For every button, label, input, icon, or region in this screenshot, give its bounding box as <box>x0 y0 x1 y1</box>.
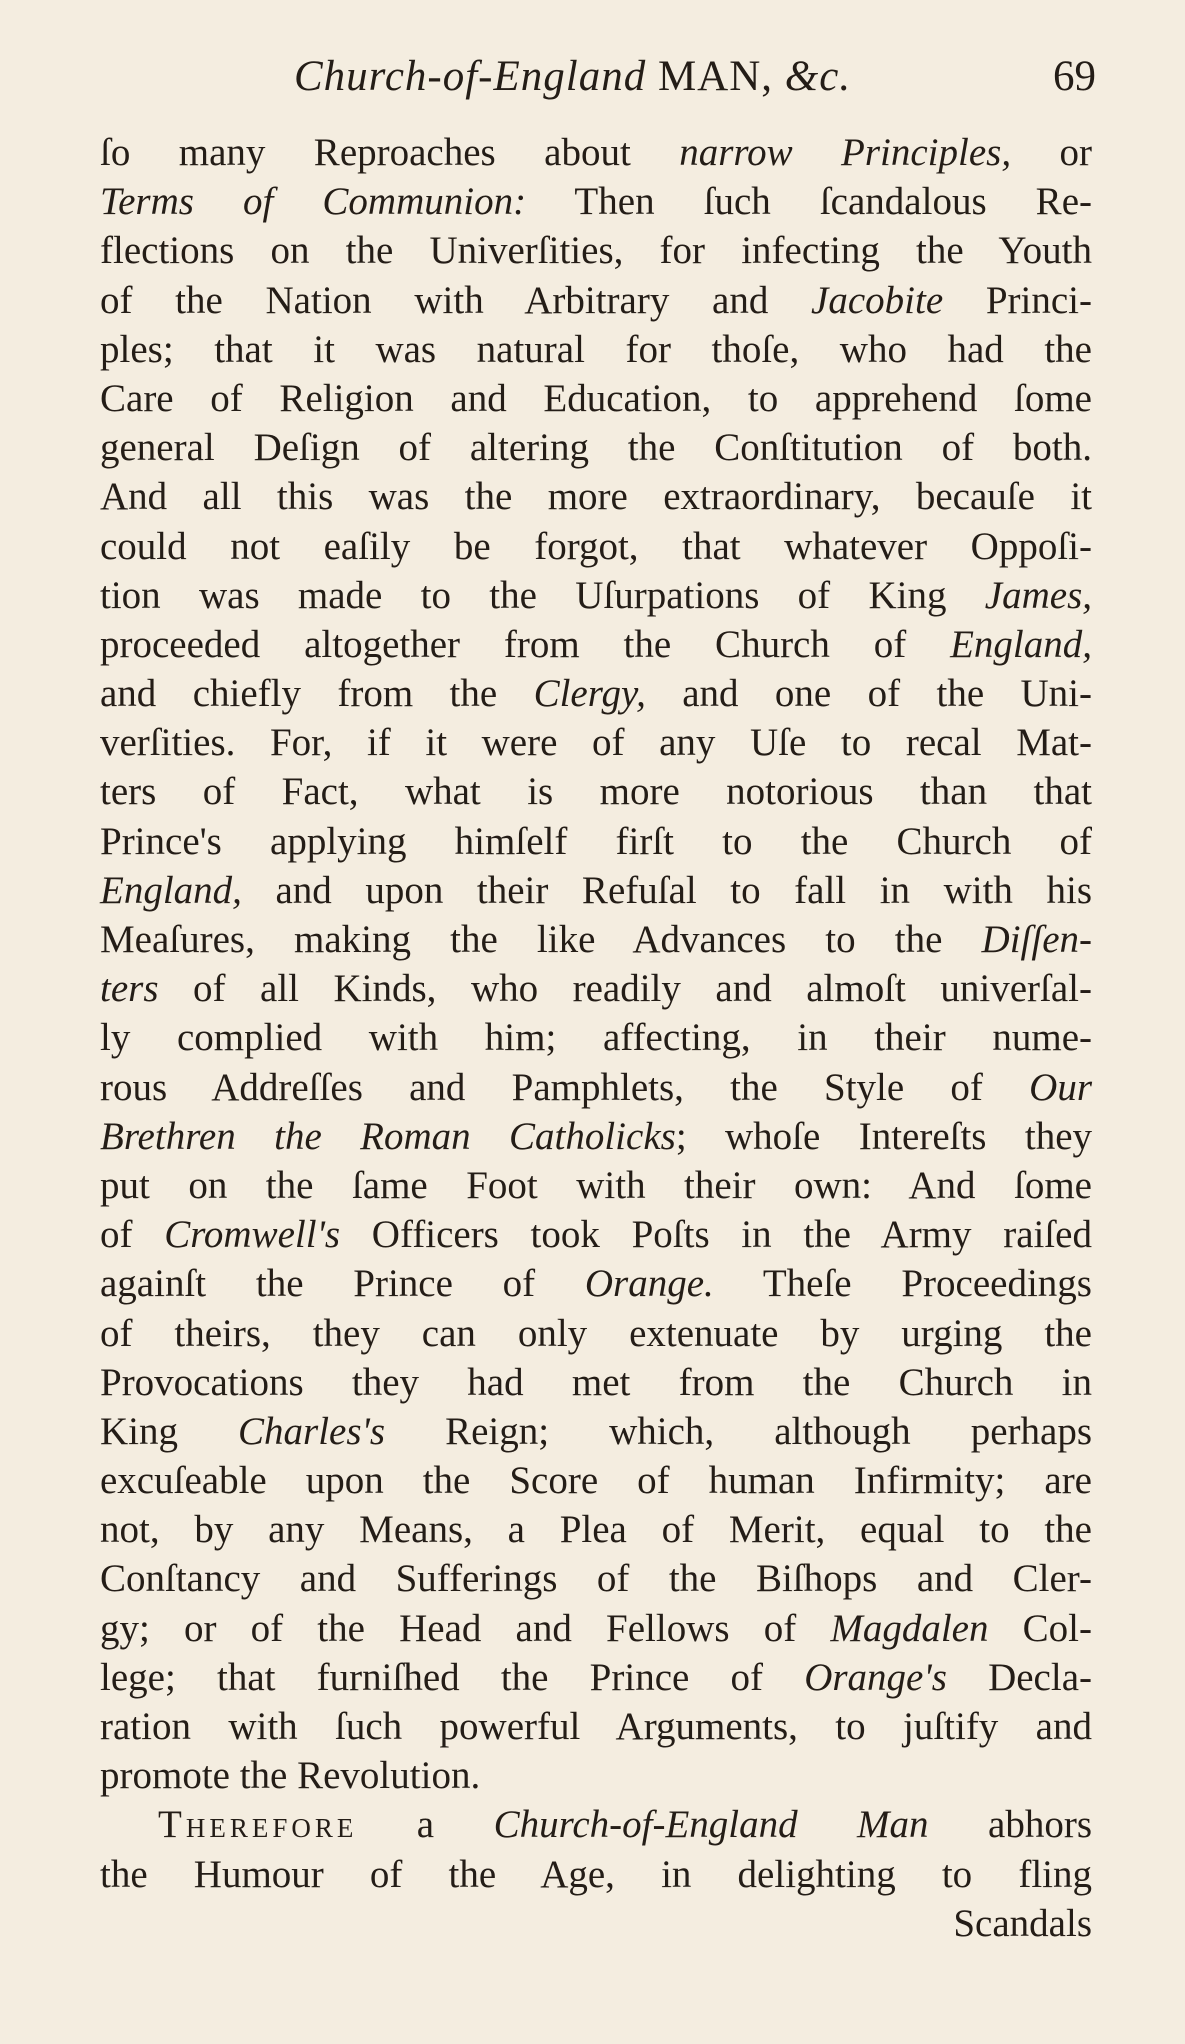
text-run: lege; that furniſhed the Prince of <box>100 1655 805 1699</box>
running-title-man: MAN, <box>646 53 785 100</box>
text-run: tion was made to the Uſurpations of King <box>100 573 985 617</box>
text-run: Theſe Proceedings <box>713 1262 1092 1306</box>
italic-run: England, <box>100 868 242 912</box>
text-line <box>100 522 1092 571</box>
running-title <box>294 52 851 101</box>
italic-run: England, <box>950 622 1092 666</box>
text-run: general Deſign of altering the Conſtitution of both. <box>100 426 1092 470</box>
text-line <box>100 1013 1092 1062</box>
text-run: King <box>100 1409 239 1453</box>
text-run: Reign; which, although perhaps <box>385 1409 1092 1453</box>
text-run: Care of Religion and Education, to apprehend ſome <box>100 376 1092 420</box>
text-line <box>100 1505 1092 1554</box>
text-line <box>100 1407 1092 1456</box>
text-run: Scandals <box>953 1901 1092 1945</box>
text-line <box>100 866 1092 915</box>
text-run: Provocations they had met from the Church in <box>100 1360 1092 1404</box>
text-line <box>100 1899 1092 1948</box>
text-line <box>100 374 1092 423</box>
text-line <box>100 964 1092 1013</box>
text-line <box>100 1063 1092 1112</box>
text-line <box>100 1800 1092 1849</box>
text-line <box>100 276 1092 325</box>
text-line <box>100 767 1092 816</box>
italic-run: Jacobite <box>811 278 944 322</box>
italic-run: Diſſen- <box>981 918 1092 961</box>
italic-run: Orange's <box>804 1655 947 1699</box>
text-run: and upon their Refuſal to fall in with his <box>241 868 1092 912</box>
text-line <box>100 1554 1092 1603</box>
text-run: ſo many Reproaches about <box>100 131 680 174</box>
text-run: excuſeable upon the Score of human Infirmity; are <box>100 1459 1092 1503</box>
text-line <box>100 1850 1092 1899</box>
text-run: Decla- <box>946 1655 1092 1699</box>
text-run: could not eaſily be forgot, that whatever Oppoſi- <box>100 524 1092 568</box>
text-line <box>100 1112 1092 1161</box>
text-run: flections on the Univerſities, for infecting the Youth <box>100 229 1092 273</box>
text-line <box>100 423 1092 472</box>
text-run: Prince's applying himſelf firſt to the Church of <box>100 819 1092 863</box>
page-number: 69 <box>1053 53 1096 100</box>
text-line <box>100 571 1092 620</box>
text-line <box>100 1259 1092 1308</box>
italic-run: Magdalen <box>830 1606 989 1650</box>
text-run: the Humour of the Age, in delighting to fling <box>100 1852 1092 1896</box>
text-line <box>100 472 1092 521</box>
text-line <box>100 1161 1092 1210</box>
text-run: not, by any Means, a Plea of Merit, equal to the <box>100 1508 1092 1552</box>
italic-run: Our <box>1029 1065 1092 1109</box>
text-run: Officers took Poſts in the Army raiſed <box>340 1213 1092 1257</box>
text-run: ters of Fact, what is more notorious than that <box>100 770 1092 814</box>
text-run: Col- <box>988 1606 1092 1650</box>
italic-run: Cromwell's <box>164 1213 341 1257</box>
text-run: of all Kinds, who readily and almoſt univerſal- <box>158 967 1092 1011</box>
text-line <box>100 718 1092 767</box>
text-run: put on the ſame Foot with their own: And ſome <box>100 1163 1092 1207</box>
italic-run: Charles's <box>238 1409 386 1453</box>
italic-run: ters <box>100 967 159 1011</box>
text-run: ples; that it was natural for thoſe, who had the <box>100 327 1092 371</box>
text-run: Therefore <box>158 1803 358 1847</box>
text-line <box>100 669 1092 718</box>
text-run: verſities. For, if it were of any Uſe to recal Mat- <box>100 721 1092 765</box>
text-run: of the Nation with Arbitrary and <box>100 278 812 322</box>
text-run: abhors <box>928 1803 1092 1847</box>
text-run: promote the Revolution. <box>100 1754 481 1798</box>
text-line <box>100 817 1092 866</box>
italic-run: narrow Principles, <box>679 131 1012 174</box>
text-line <box>100 177 1092 226</box>
text-run: againſt the Prince of <box>100 1262 585 1306</box>
text-line <box>100 1358 1092 1407</box>
text-line <box>100 1653 1092 1702</box>
text-run: Then ſuch ſcandalous Re- <box>526 180 1092 224</box>
text-run: and chiefly from the <box>100 672 534 716</box>
running-head <box>96 52 1096 122</box>
text-line <box>100 1456 1092 1505</box>
text-run: a <box>357 1803 494 1847</box>
text-line <box>100 915 1092 964</box>
text-run: or <box>1011 131 1092 174</box>
text-line <box>100 1210 1092 1259</box>
italic-run: Clergy, <box>533 672 646 716</box>
text-run: ration with ſuch powerful Arguments, to juſtify and <box>100 1705 1092 1748</box>
italic-run: Orange. <box>584 1262 714 1306</box>
italic-run: James, <box>984 573 1092 617</box>
text-line <box>100 325 1092 374</box>
text-run: Meaſures, making the like Advances to the <box>100 918 982 961</box>
text-run: of theirs, they can only extenuate by urging the <box>100 1311 1092 1355</box>
italic-run: Church-of-England Man <box>493 1803 929 1847</box>
text-line <box>100 1309 1092 1358</box>
text-run: ; whoſe Intereſts they <box>675 1114 1092 1158</box>
text-line <box>100 1751 1092 1800</box>
italic-run: Terms of Communion: <box>100 180 527 224</box>
text-run: gy; or of the Head and Fellows of <box>100 1606 831 1650</box>
text-run: And all this was the more extraordinary, becauſe it <box>100 475 1092 519</box>
text-line <box>100 226 1092 275</box>
body-text <box>100 128 1092 1948</box>
text-run: Princi- <box>943 278 1092 322</box>
text-run: Conſtancy and Sufferings of the Biſhops and Cler- <box>100 1557 1092 1601</box>
text-run: of <box>100 1213 165 1257</box>
text-line <box>100 1702 1092 1751</box>
text-run: and one of the Uni- <box>645 672 1092 716</box>
text-run: proceeded altogether from the Church of <box>100 622 951 666</box>
running-title-italic: Church-of-England <box>294 53 647 100</box>
text-line <box>100 1604 1092 1653</box>
text-line <box>100 128 1092 177</box>
text-line <box>100 620 1092 669</box>
italic-run: Brethren the Roman Catholicks <box>100 1114 676 1158</box>
text-run: rous Addreſſes and Pamphlets, the Style of <box>100 1065 1030 1109</box>
text-run: ly complied with him; affecting, in their nume- <box>100 1016 1092 1060</box>
running-title-etc: &c. <box>784 53 852 100</box>
